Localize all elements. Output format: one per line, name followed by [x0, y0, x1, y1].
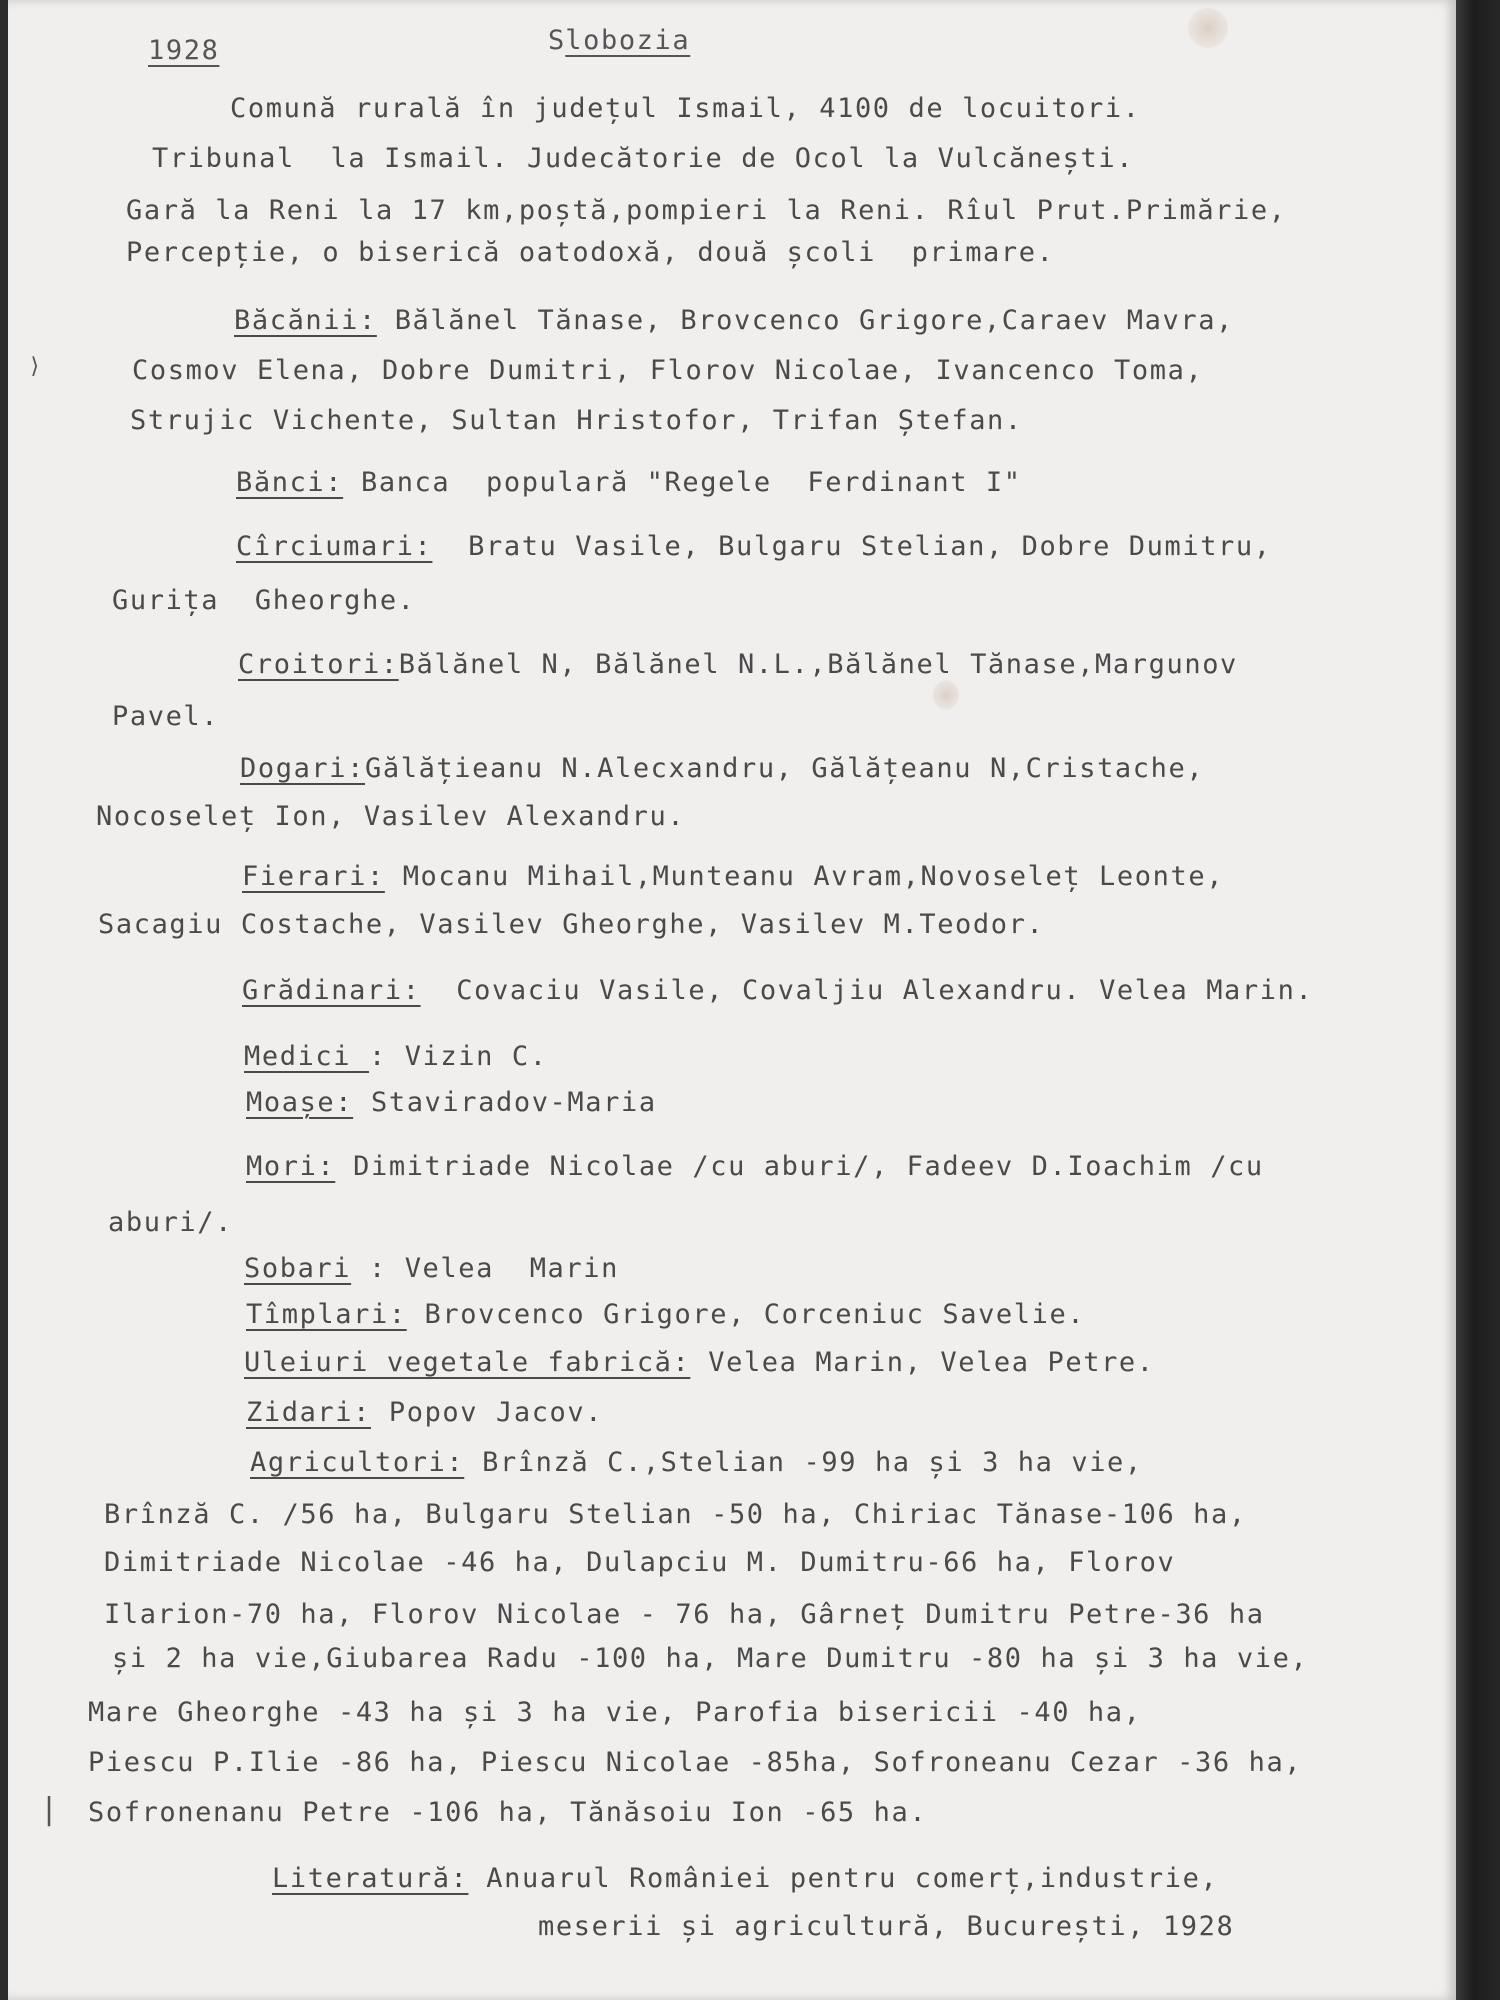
margin-mark: ⟩ [28, 354, 42, 379]
section-text: Dimitriade Nicolae /cu aburi/, Fadeev D.Ioachim /cu [335, 1151, 1264, 1182]
section-label: Bănci: [236, 467, 344, 498]
section-uleiuri [244, 1346, 1155, 1380]
section-text: Mare Gheorghe -43 ha și 3 ha vie, Parofia bisericii -40 ha, [88, 1697, 1142, 1728]
title-text: lobozia [565, 25, 691, 56]
section-text: și 2 ha vie,Giubarea Radu -100 ha, Mare Dumitru -80 ha și 3 ha vie, [112, 1643, 1309, 1674]
page-title: Slobozia [548, 25, 691, 56]
dark-background-edge [1456, 0, 1500, 2000]
section-text: Sofronenanu Petre -106 ha, Tănăsoiu Ion -65 ha. [88, 1797, 928, 1828]
section-dogari [240, 752, 1204, 786]
intro-line: Comună rurală în județul Ismail, 4100 de locuitori. [230, 93, 1141, 124]
section-text: Anuarul României pentru comerț,industrie, [468, 1863, 1219, 1894]
section-label: Băcănii: [234, 305, 377, 336]
section-croitori [238, 648, 1238, 682]
section-text: Strujic Vichente, Sultan Hristofor, Trifan Ștefan. [130, 405, 1023, 436]
section-label: Mori: [246, 1151, 336, 1182]
typewritten-page [8, 0, 1456, 2000]
section-text: Bălănel N, Bălănel N.L.,Bălănel Tănase,Margunov [398, 649, 1238, 680]
section-label: Fierari: [242, 861, 385, 892]
section-text: Popov Jacov. [371, 1397, 604, 1428]
paper-stain [933, 680, 959, 710]
intro-line: Gară la Reni la 17 km,poștă,pompieri la Reni. Rîul Prut.Primărie, [126, 195, 1287, 226]
section-text: Sacagiu Costache, Vasilev Gheorghe, Vasilev M.Teodor. [98, 909, 1045, 940]
section-text: Pavel. [112, 701, 220, 732]
section-text: Brînză C.,Stelian -99 ha și 3 ha vie, [464, 1447, 1143, 1478]
section-timplari [246, 1298, 1085, 1332]
year-heading: 1928 [148, 35, 220, 66]
section-text: Brînză C. /56 ha, Bulgaru Stelian -50 ha, Chiriac Tănase-106 ha, [104, 1499, 1247, 1530]
paper-stain [1188, 8, 1228, 48]
section-literatura [272, 1862, 1218, 1896]
section-text: Banca populară "Regele Ferdinant I" [343, 467, 1022, 498]
section-text: Bălănel Tănase, Brovcenco Grigore,Caraev Mavra, [376, 305, 1234, 336]
section-text: Mocanu Mihail,Munteanu Avram,Novoseleț Leonte, [384, 861, 1225, 892]
section-mori [246, 1150, 1264, 1184]
section-text: Ilarion-70 ha, Florov Nicolae - 76 ha, Gârneț Dumitru Petre-36 ha [104, 1599, 1265, 1630]
section-text: Staviradov-Maria [353, 1087, 657, 1118]
section-text: aburi/. [108, 1207, 233, 1238]
section-fierari [242, 860, 1224, 894]
section-label: Medici [244, 1041, 369, 1072]
section-label: Croitori: [238, 649, 399, 680]
section-gradinari [242, 974, 1313, 1008]
section-text: Nocoseleț Ion, Vasilev Alexandru. [96, 801, 686, 832]
section-label: Literatură: [272, 1863, 469, 1894]
section-zidari [246, 1396, 603, 1430]
section-text: Gurița Gheorghe. [112, 585, 416, 616]
section-text: Cosmov Elena, Dobre Dumitri, Florov Nicolae, Ivancenco Toma, [132, 355, 1204, 386]
section-sobari [244, 1252, 619, 1286]
section-text: meserii și agricultură, București, 1928 [538, 1911, 1235, 1942]
section-text: Piescu P.Ilie -86 ha, Piescu Nicolae -85ha, Sofroneanu Cezar -36 ha, [88, 1747, 1303, 1778]
intro-line: Tribunal la Ismail. Judecătorie de Ocol la Vulcănești. [152, 143, 1135, 174]
section-label: Uleiuri vegetale fabrică: [244, 1347, 691, 1378]
margin-mark: | [40, 1792, 59, 1827]
section-label: Moașe: [246, 1087, 354, 1118]
section-agricultori [250, 1446, 1143, 1480]
section-text: Gălățieanu N.Alecxandru, Gălățeanu N,Cristache, [365, 753, 1205, 784]
section-text: Dimitriade Nicolae -46 ha, Dulapciu M. Dumitru-66 ha, Florov [104, 1547, 1176, 1578]
section-text: Bratu Vasile, Bulgaru Stelian, Dobre Dumitru, [432, 531, 1272, 562]
section-text: Brovcenco Grigore, Corceniuc Savelie. [406, 1299, 1086, 1330]
section-label: Agricultori: [250, 1447, 465, 1478]
intro-line: Percepție, o biserică oatodoxă, două școli primare. [126, 237, 1055, 268]
section-label: Tîmplari: [246, 1299, 407, 1330]
section-text: Velea Marin, Velea Petre. [690, 1347, 1155, 1378]
section-text: Covaciu Vasile, Covaljiu Alexandru. Velea Marin. [420, 975, 1314, 1006]
section-banci [236, 466, 1022, 500]
section-moase [246, 1086, 657, 1120]
section-label: Zidari: [246, 1397, 371, 1428]
section-label: Dogari: [240, 753, 365, 784]
section-carciumari [236, 530, 1272, 564]
section-text: : Vizin C. [369, 1041, 548, 1072]
section-label: Cîrciumari: [236, 531, 433, 562]
section-label: Grădinari: [242, 975, 421, 1006]
section-label: Sobari [244, 1253, 352, 1284]
section-bacanii [234, 304, 1234, 338]
section-medici [244, 1040, 548, 1074]
section-text: : Velea Marin [351, 1253, 619, 1284]
